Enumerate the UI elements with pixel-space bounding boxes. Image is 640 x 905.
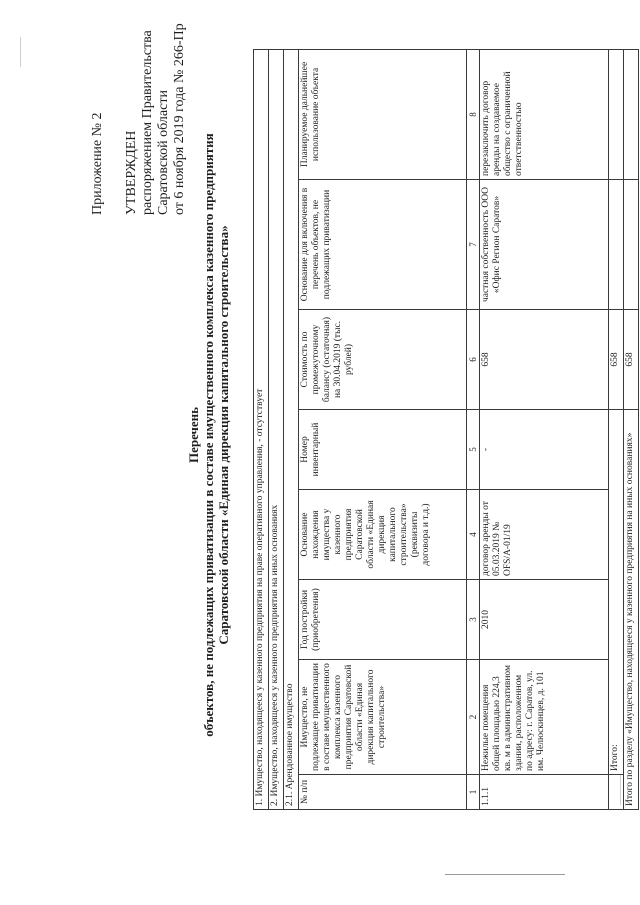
closing-line	[445, 874, 565, 875]
inventory-number: -	[480, 410, 609, 490]
header-cell: № п/п	[299, 775, 467, 810]
empty-cell	[624, 49, 639, 179]
empty-cell	[609, 180, 624, 310]
header-cell: Имущество, не подлежащее приватизации в составе имущественного комплекса казенного предприятия Саратовской области «Единая дирекция капитального строительства»	[299, 660, 467, 775]
empty-cell	[609, 49, 624, 179]
total-value: 658	[609, 310, 624, 410]
title-line: объектов, не подлежащих приватизации в составе имущественного комплекса казенного предприятия	[201, 133, 216, 737]
appendix-label: Приложение № 2	[90, 112, 105, 215]
property-description: Нежилые помещения общей площадью 224,3 кв. м в административном здании, расположенном по адресу: г. Саратов, ул. им. Челюскинцев, д. 101	[480, 660, 609, 775]
column-number: 8	[467, 49, 480, 179]
total-row	[609, 49, 624, 809]
column-number: 1	[467, 775, 480, 810]
document-title	[186, 115, 231, 755]
header-cell: Основание нахождения имущества у казенного предприятия Саратовской области «Единая дирекция капитального строительства» (реквизиты договора и т.д.)	[299, 490, 467, 580]
section-total-value: 658	[624, 310, 639, 410]
table-row	[480, 49, 609, 809]
header-cell: Номер инвентарный	[299, 410, 467, 490]
scan-artifact	[620, 775, 621, 805]
construction-year: 2010	[480, 580, 609, 660]
section-row	[269, 49, 284, 809]
approval-stamp	[124, 23, 188, 215]
column-number: 7	[467, 180, 480, 310]
holding-basis: договор аренды от 05.03.2019 № OFS/A-01/19	[480, 490, 609, 580]
empty-cell	[624, 180, 639, 310]
planned-use: перезаключить договор аренды на создаваемое общество с ограниченной ответственностью	[480, 49, 609, 179]
header-cell: Год постройки (приобретения)	[299, 580, 467, 660]
scan-artifact	[20, 37, 21, 67]
total-label: Итого:	[609, 410, 624, 775]
section-1-label: 1. Имущество, находящееся у казенного предприятия на праве оперативного управления, - отсутствует	[254, 49, 269, 809]
table-header-row	[299, 49, 467, 809]
inclusion-basis: частная собственность ООО «Офис Регион Саратов»	[480, 180, 609, 310]
header-cell: Планируемое дальнейшее использование объекта	[299, 49, 467, 179]
header-cell: Основание для включения в перечень объектов, не подлежащих приватизации	[299, 180, 467, 310]
header-cell: Стоимость по промежуточному балансу (остаточная) на 30.04.2019 (тыс. рублей)	[299, 310, 467, 410]
title-line: Перечень	[186, 406, 201, 464]
section-total-row	[624, 49, 639, 809]
empty-cell	[609, 775, 624, 810]
approval-line: УТВЕРЖДЕН	[124, 130, 139, 215]
title-line: Саратовской области «Единая дирекция капитального строительства»	[216, 225, 231, 645]
section-2-label: 2. Имущество, находящееся у казенного предприятия на иных основаниях	[269, 49, 284, 809]
approval-line: от 6 ноября 2019 года № 266-Пр	[172, 23, 187, 215]
column-number: 3	[467, 580, 480, 660]
section-row	[254, 49, 269, 809]
property-table	[253, 49, 639, 810]
section-2-1-label: 2.1. Арендованное имущество	[284, 49, 299, 809]
section-row	[284, 49, 299, 809]
approval-line: распоряжением Правительства	[140, 30, 155, 215]
column-number-row	[467, 49, 480, 809]
column-number: 5	[467, 410, 480, 490]
column-number: 6	[467, 310, 480, 410]
row-number: 1.1.1	[480, 775, 609, 810]
balance-cost: 658	[480, 310, 609, 410]
column-number: 4	[467, 490, 480, 580]
section-total-label: Итого по разделу «Имущество, находящееся у казенного предприятия на иных основаниях»	[624, 410, 639, 810]
column-number: 2	[467, 660, 480, 775]
approval-line: Саратовской области	[156, 90, 171, 215]
